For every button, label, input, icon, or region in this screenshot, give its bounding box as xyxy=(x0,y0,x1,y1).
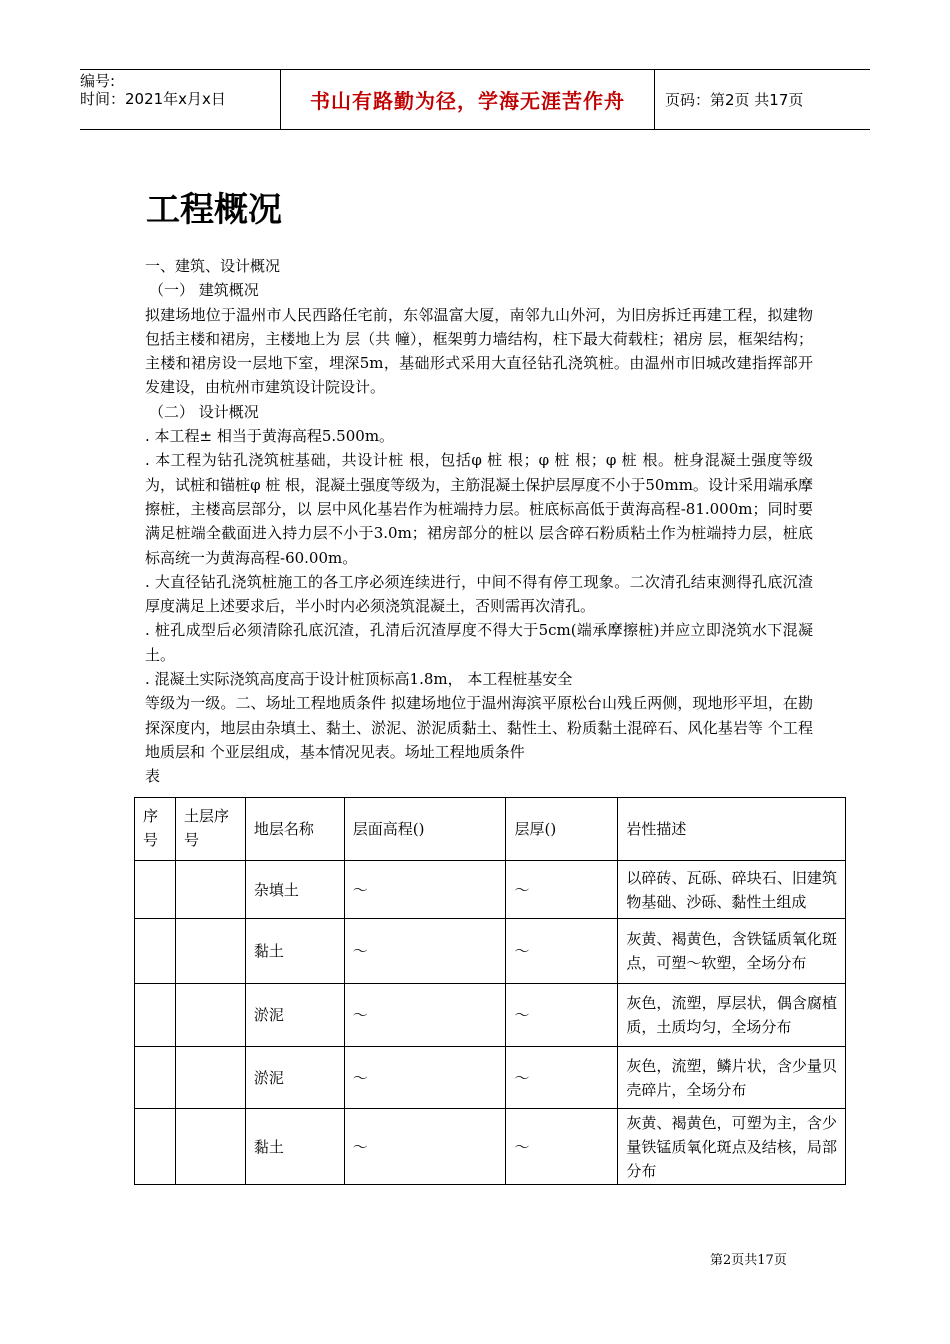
paragraph: . 本工程为钻孔浇筑桩基础，共设计桩 根，包括φ 桩 根；φ 桩 根；φ 桩 根。桩身混凝土强度等级为，试桩和锚桩φ 桩 根，混凝土强度等级为，主筋混凝土保护层厚度不小于50mm。设计采用端承摩擦桩，主楼高层部分，以 层中风化基岩作为桩端持力层。桩底标高低于黄海高程-81.000m；同时要满足桩端全截面进入持力层不小于3.0m；裙房部分的桩以 层含碎石粉质粘土作为桩端持力层，桩底标高统一为黄海高程-60.00m。 xyxy=(145,451,813,567)
table-cell: 淤泥 xyxy=(245,1047,344,1109)
table-cell xyxy=(135,1109,176,1185)
table-header: 层面高程() xyxy=(344,798,506,861)
table-header: 土层序号 xyxy=(175,798,245,861)
table-cell: 杂填土 xyxy=(245,861,344,919)
paragraph: . 桩孔成型后必须清除孔底沉渣，孔清后沉渣厚度不得大于5cm(端承摩擦桩)并应立即浇筑水下混凝土。 xyxy=(145,621,813,664)
table-cell xyxy=(175,861,245,919)
table-row xyxy=(135,919,846,984)
subsection-heading: （二） 设计概况 xyxy=(149,402,259,421)
table-cell: ～ xyxy=(344,861,506,919)
paragraph: . 本工程± 相当于黄海高程5.500m。 xyxy=(145,427,395,446)
page-header xyxy=(80,69,870,130)
paragraph: . 混凝土实际浇筑高度高于设计桩顶标高1.8m， 本工程桩基安全 xyxy=(145,670,573,689)
motto: 书山有路勤为径，学海无涯苦作舟 xyxy=(281,70,655,129)
table-cell: 黏土 xyxy=(245,919,344,984)
table-cell xyxy=(175,1047,245,1109)
table-cell: 灰黄、褐黄色，含铁锰质氧化斑点，可塑～软塑，全场分布 xyxy=(618,919,846,984)
table-cell: ～ xyxy=(344,984,506,1047)
table-cell: ～ xyxy=(506,1109,618,1185)
table-cell: 灰色，流塑，鳞片状，含少量贝壳碎片，全场分布 xyxy=(618,1047,846,1109)
table-cell: 灰色，流塑，厚层状，偶含腐植质，土质均匀，全场分布 xyxy=(618,984,846,1047)
table-header-row xyxy=(135,798,846,861)
geology-table xyxy=(134,797,846,1185)
page-title: 工程概况 xyxy=(146,190,282,230)
table-header: 岩性描述 xyxy=(618,798,846,861)
table-cell xyxy=(135,861,176,919)
table-cell: ～ xyxy=(506,861,618,919)
table-cell: 以碎砖、瓦砾、碎块石、旧建筑物基础、沙砾、黏性土组成 xyxy=(618,861,846,919)
table-header: 地层名称 xyxy=(245,798,344,861)
table-cell xyxy=(135,984,176,1047)
paragraph: . 大直径钻孔浇筑桩施工的各工序必须连续进行，中间不得有停工现象。二次清孔结束测得孔底沉渣厚度满足上述要求后，半小时内必须浇筑混凝土，否则需再次清孔。 xyxy=(145,572,813,616)
header-meta xyxy=(80,70,281,129)
table-cell: ～ xyxy=(506,1047,618,1109)
table-cell: ～ xyxy=(344,1109,506,1185)
table-cell xyxy=(175,984,245,1047)
time-label: 时间：2021年x月x日 xyxy=(80,90,226,108)
table-cell: 黏土 xyxy=(245,1109,344,1185)
table-row xyxy=(135,984,846,1047)
table-cell xyxy=(135,1047,176,1109)
number-label: 编号: xyxy=(80,72,116,90)
table-cell: 灰黄、褐黄色，可塑为主，含少量铁锰质氧化斑点及结核，局部分布 xyxy=(618,1109,846,1185)
table-cell xyxy=(175,919,245,984)
table-cell: ～ xyxy=(506,919,618,984)
paragraph: 拟建场地位于温州市人民西路任宅前，东邻温富大厦，南邻九山外河，为旧房拆迁再建工程，拟建物包括主楼和裙房，主楼地上为 层（共 幢），框架剪力墙结构，柱下最大荷载柱；裙房 层，框架结构；主楼和裙房设一层地下室，埋深5m，基础形式采用大直径钻孔浇筑桩。由温州市旧城改建指挥部开发建设，由杭州市建筑设计院设计。 xyxy=(145,305,813,397)
page-label: 页码：第2页 共17页 xyxy=(665,91,804,109)
table-row xyxy=(135,1047,846,1109)
subsection-heading: （一） 建筑概况 xyxy=(149,281,259,300)
table-cell: 淤泥 xyxy=(245,984,344,1047)
table-cell: ～ xyxy=(506,984,618,1047)
table-row xyxy=(135,1109,846,1185)
page-footer: 第2页共17页 xyxy=(710,1253,787,1268)
table-header: 序号 xyxy=(135,798,176,861)
table-cell: ～ xyxy=(344,1047,506,1109)
section-heading: 一、建筑、设计概况 xyxy=(145,257,281,275)
paragraph: 等级为一级。二、场址工程地质条件 拟建场地位于温州海滨平原松台山残丘两侧，现地形平坦，在勘探深度内，地层由杂填土、黏土、淤泥、淤泥质黏土、黏性土、粉质黏土混碎石、风化基岩等 个工程地质层和 个亚层组成，基本情况见表。场址工程地质条件 xyxy=(145,694,813,761)
table-cell xyxy=(175,1109,245,1185)
table-caption: 表 xyxy=(145,767,161,786)
body-text xyxy=(145,254,813,789)
table-cell xyxy=(135,919,176,984)
table-header: 层厚() xyxy=(506,798,618,861)
table-cell: ～ xyxy=(344,919,506,984)
table-row xyxy=(135,861,846,919)
